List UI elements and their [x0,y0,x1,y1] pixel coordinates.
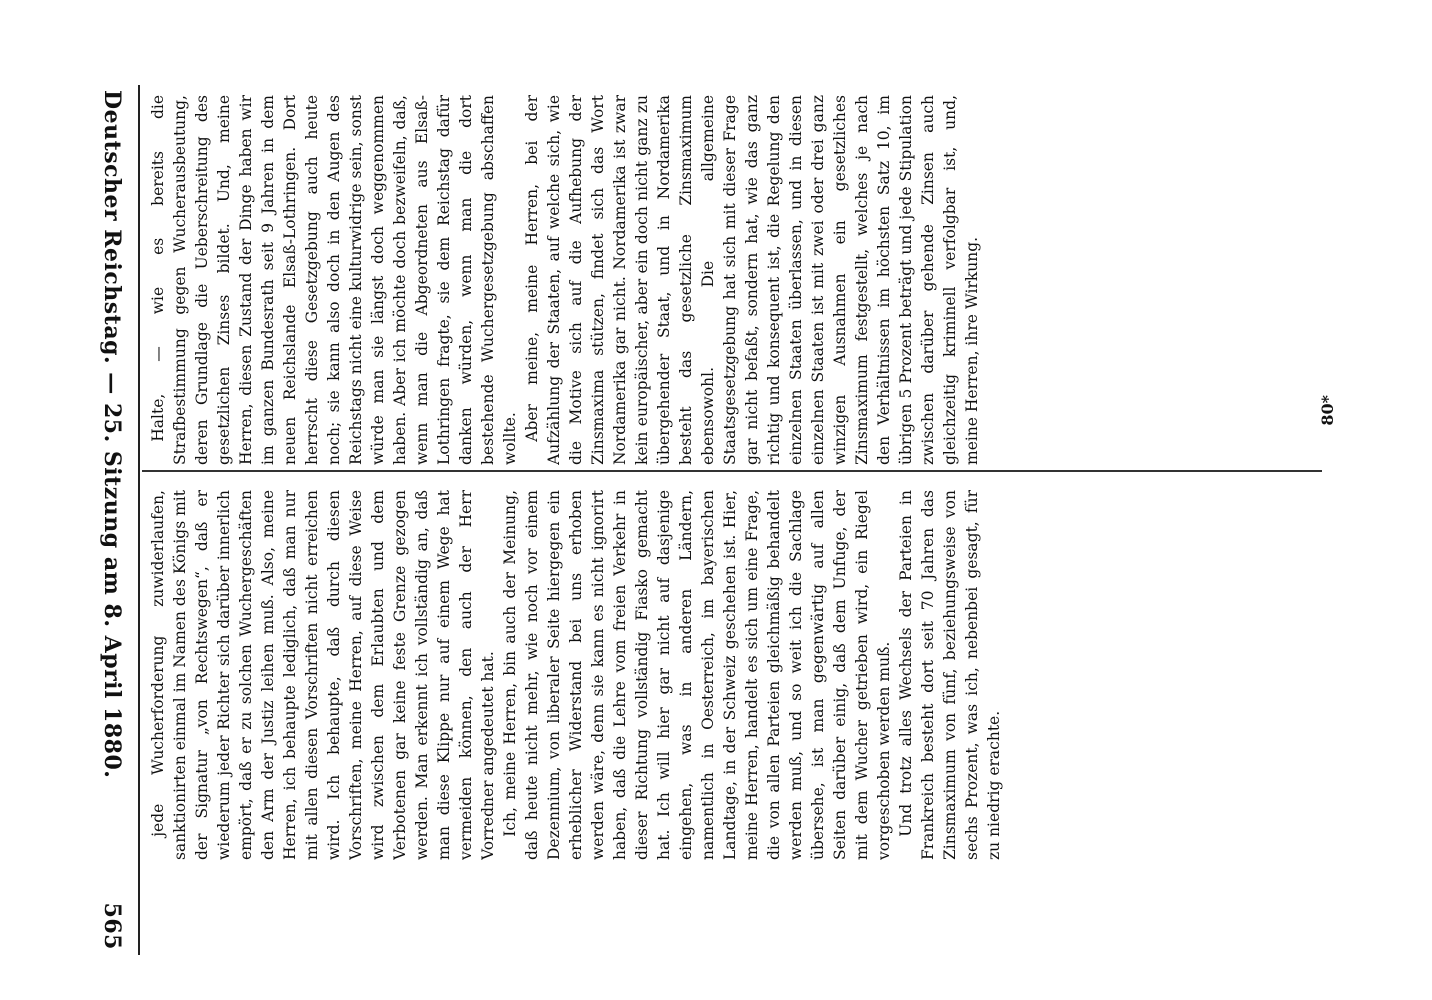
signature-mark: 80* [1318,395,1337,426]
header-rule [138,85,140,955]
paragraph: jede Wucherforderung zuwiderlaufen, sanktionirten einmal im Namen des Königs mit der Signatur „von Rechtswegen“, daß er wiederum jeder Richter sich darüber innerlich empört, daß er zu solchen Wuchergeschäften den Arm der Justiz leihen muß. Also, meine Herren, ich behaupte lediglich, daß man nur mit allen diesen Vorschriften nicht erreichen wird. Ich behaupte, daß durch diesen Vorschriften, meine Herren, auf diese Weise wird zwischen dem Erlaubten und dem Verbotenen gar keine feste Grenze gezogen werden. Man erkennt ich vollständig an, daß man diese Klippe nur auf einem Wege hat vermeiden können, den auch der Herr Vorredner angedeutet hat. [149,490,497,860]
running-title: Deutscher Reichstag. — 25. Sitzung am 8. April 1880. [99,90,125,779]
paragraph: Und trotz alles Wechsels der Parteien in Frankreich besteht dort seit 70 Jahren das Zinsmaximum von fünf, beziehungsweise von sechs Prozent, was ich, nebenbei gesagt, für zu niedrig erachte. [897,490,1003,860]
page-header [92,90,132,950]
column-right [147,490,1322,860]
page-number: 565 [99,902,125,950]
paragraph: Ich, meine Herren, bin auch der Meinung, daß heute nicht mehr, wie noch vor einem Dezennium, von liberaler Seite hiergegen ein erheblicher Widerstand bei uns erhoben werden wäre, denn sie kann es nicht ignorirt haben, daß die Lehre vom freien Verkehr in dieser Richtung vollständig Fiasko gemacht hat. Ich will hier gar nicht auf dasjenige eingehen, was in anderen Ländern, namentlich in Oesterreich, im bayerischen Landtage, in der Schweiz geschehen ist. Hier, meine Herren, handelt es sich um eine Frage, die von allen Parteien gleichmäßig behandelt werden muß, und so weit ich die Sachlage übersehe, ist man gegenwärtig auf allen Seiten darüber einig, daß dem Unfuge, der mit dem Wucher getrieben wird, ein Riegel vorgeschoben werden muß. [501,490,893,860]
paragraph: Aber meine, meine Herren, bei der Aufzählung der Staaten, auf welche sich, wie die Motive sich auf die Aufhebung der Zinsmaxima stützen, findet sich das Wort Nordamerika gar nicht. Nordamerika ist zwar kein europäischer, aber ein doch nicht ganz zu übergehender Staat, und in Nordamerika besteht das gesetzliche Zinsmaximum ebensowohl. Die allgemeine Staatsgesetzgebung hat sich mit dieser Frage gar nicht befaßt, sondern hat, wie das ganz richtig und konsequent ist, die Regelung den einzelnen Staaten überlassen, und in diesen einzelnen Staaten ist mit zwei oder drei ganz winzigen Ausnahmen ein gesetzliches Zinsmaximum festgestellt, welches je nach den Verhältnissen im höchsten Satz 10, im übrigen 5 Prozent beträgt und jede Stipulation zwischen darüber gehende Zinsen auch gleichzeitig kriminell verfolgbar ist, und, meine Herren, ihre Wirkung. [523,95,981,465]
paragraph: Halte, — wie es bereits die Strafbestimmung gegen Wucherausbeutung, deren Grundlage die Ueberschreitung des gesetzlichen Zinses bildet. Und, meine Herren, diesen Zustand der Dinge haben wir im ganzen Bundesrath seit 9 Jahren in dem neuen Reichslande Elsaß-Lothringen. Dort herrscht diese Gesetzgebung auch heute noch; sie kann also doch in den Augen des Reichstags nicht eine kulturwidrige sein, sonst würde man sie längst doch weggenommen haben. Aber ich möchte doch bezweifeln, daß, wenn man die Abgeordneten aus Elsaß-Lothringen fragte, sie dem Reichstag dafür danken würden, wenn man die dort bestehende Wuchergesetzgebung abschaffen wollte. [149,95,519,465]
column-left [147,95,1322,465]
column-divider [142,470,1322,472]
